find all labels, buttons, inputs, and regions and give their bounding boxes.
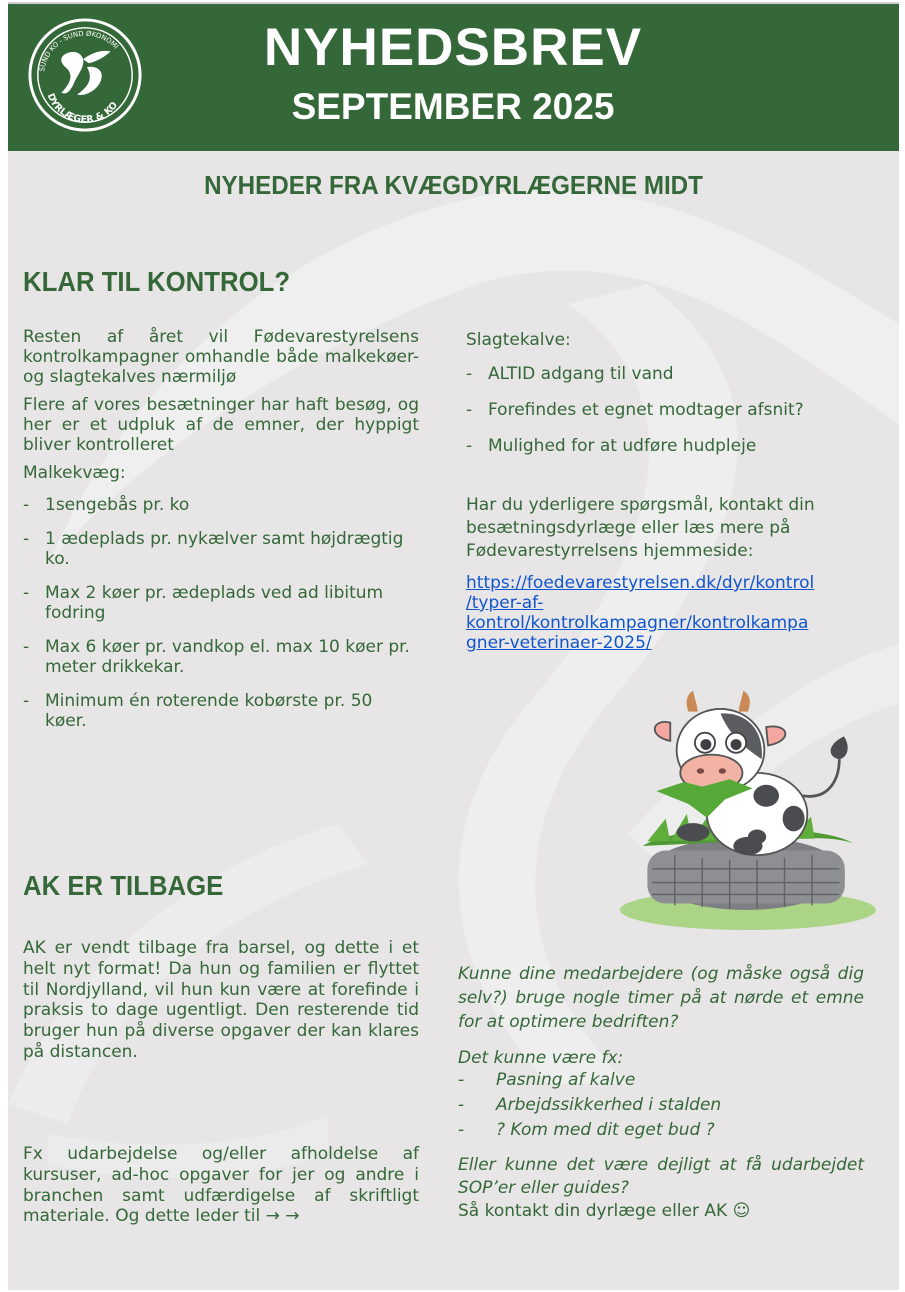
list-item: - Mulighed for at udføre hudpleje xyxy=(466,436,757,456)
list-item: - Max 6 køer pr. vandkop el. max 10 køer pr. meter drikkekar. xyxy=(23,637,410,677)
svg-text:DYRLÆGER & KO: DYRLÆGER & KO xyxy=(44,91,121,126)
intro-paragraph: Resten af året vil Fødevarestyrelsens kontrolkampagner omhandle både malkekøer- og slagtekalves nærmiljø xyxy=(23,327,419,387)
cow-on-tire-icon xyxy=(620,684,885,944)
fvst-link[interactable]: https://foedevarestyrelsen.dk/dyr/kontrol /typer-af- kontrol/kontrolkampagner/kontrolkampa gner-veterinaer-2025/ xyxy=(466,573,815,653)
ak-paragraph-2: Fx udarbejdelse og/eller afholdelse af kursuser, ad-hoc opgaver for jer og andre i branchen samt udfærdigelse af skriftligt materiale. Og dette leder til → → xyxy=(23,1144,419,1227)
section1-left-column xyxy=(23,327,419,745)
list-item: - 1sengebås pr. ko xyxy=(23,495,190,515)
list-item: - Forefindes et egnet modtager afsnit? xyxy=(466,400,804,420)
calves-label: Slagtekalve: xyxy=(466,330,571,350)
list-item: - Arbejdssikkerhed i stalden xyxy=(458,1095,722,1115)
list-item: - ? Kom med dit eget bud ? xyxy=(458,1120,715,1140)
list-item: - Max 2 køer pr. ædeplads ved ad libitum fodring xyxy=(23,583,384,623)
closing-question: Eller kunne det være dejligt at få udarbejdet SOP’er eller guides? xyxy=(458,1155,864,1198)
logo-icon xyxy=(26,16,144,134)
section2-right-column xyxy=(458,962,864,1223)
section1-right-column xyxy=(466,330,866,653)
newsletter-title: NYHEDSBREV xyxy=(263,18,643,77)
question-paragraph: Kunne dine medarbejdere (og måske også dig selv?) bruge nogle timer på at nørde et emne for at optimere bedriften? xyxy=(458,964,864,1032)
section-heading-ak: AK ER TILBAGE xyxy=(23,870,224,901)
contact-text: Har du yderligere spørgsmål, kontakt din besætningsdyrlæge eller læs mere på Fødevarestyrrelsens hjemmeside: xyxy=(466,495,815,561)
newsletter-date: SEPTEMBER 2025 xyxy=(291,86,615,127)
svg-text:SUND KO - SUND ØKONOMI: SUND KO - SUND ØKONOMI xyxy=(38,29,121,73)
list-item: - ALTID adgang til vand xyxy=(466,364,674,384)
header-banner xyxy=(8,4,899,151)
newsletter-page xyxy=(8,2,899,1290)
list-item: - 1 ædeplads pr. nykælver samt højdrægtig ko. xyxy=(23,529,404,569)
intro-paragraph: Flere af vores besætninger har haft besøg, og her er et udpluk af de emner, der hyppigt bliver kontrolleret xyxy=(23,395,419,455)
list-item: - Minimum én roterende kobørste pr. 50 køer. xyxy=(23,691,373,731)
closing-line: Så kontakt din dyrlæge eller AK ☺ xyxy=(458,1201,751,1221)
dairy-label: Malkekvæg: xyxy=(23,463,126,483)
subheading: NYHEDER FRA KVÆGDYRLÆGERNE MIDT xyxy=(204,170,703,200)
ak-paragraph-1: AK er vendt tilbage fra barsel, og dette i et helt nyt format! Da hun og familien er flyttet til Nordjylland, vil hun kun være at forefinde i praksis to dage ugentligt. Den resterende tid bruger hun på diverse opgaver der kan klares på distancen. xyxy=(23,938,419,1062)
examples-label: Det kunne være fx: xyxy=(458,1048,624,1068)
list-item: - Pasning af kalve xyxy=(458,1070,636,1090)
section-heading-kontrol: KLAR TIL KONTROL? xyxy=(23,266,291,297)
